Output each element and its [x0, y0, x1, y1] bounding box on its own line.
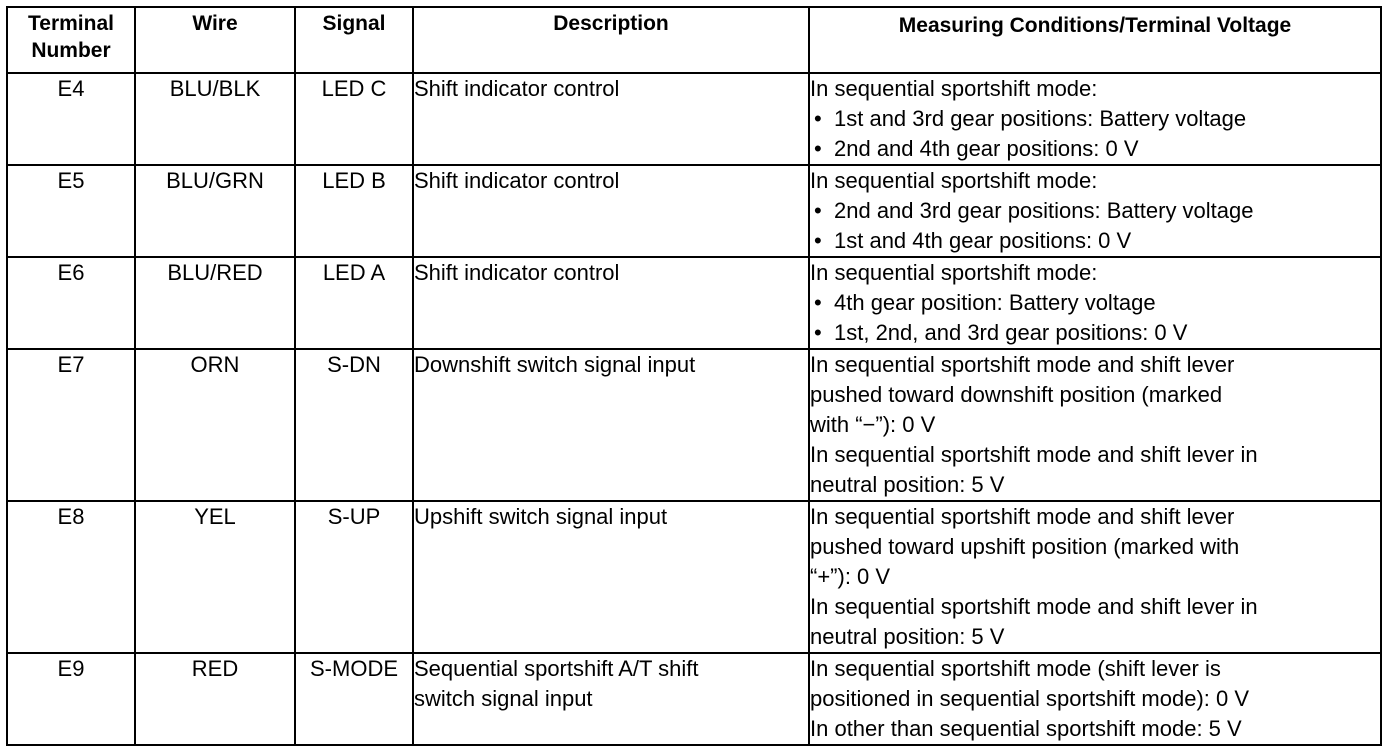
- measuring-bullet-item: [810, 318, 1380, 348]
- description-line: switch signal input: [414, 686, 593, 711]
- measuring-line: In other than sequential sportshift mode: 5 V: [810, 716, 1242, 741]
- description-line: Upshift switch signal input: [414, 504, 668, 529]
- measuring-line: In sequential sportshift mode and shift lever: [810, 504, 1235, 529]
- description-cell: [413, 257, 809, 349]
- terminal-number-cell: E4: [7, 73, 135, 165]
- measuring-conditions-cell: [809, 501, 1381, 653]
- bullet-text: 1st and 3rd gear positions: Battery voltage: [834, 106, 1247, 131]
- description-cell: [413, 653, 809, 745]
- terminal-table-container: [6, 6, 1382, 746]
- header-terminal-number: [7, 7, 135, 73]
- bullet-icon: •: [814, 228, 822, 253]
- measuring-line: positioned in sequential sportshift mode): 0 V: [810, 686, 1250, 711]
- signal-cell: LED C: [295, 73, 413, 165]
- measuring-line: In sequential sportshift mode:: [810, 260, 1098, 285]
- description-cell: [413, 73, 809, 165]
- measuring-conditions-cell: [809, 257, 1381, 349]
- table-row: [7, 653, 1381, 745]
- table-row: [7, 165, 1381, 257]
- terminal-voltage-table: [6, 6, 1382, 746]
- wire-color-cell: BLU/BLK: [135, 73, 295, 165]
- signal-cell: S-UP: [295, 501, 413, 653]
- header-signal: Signal: [295, 7, 413, 73]
- table-body: [7, 73, 1381, 745]
- wire-color-cell: BLU/RED: [135, 257, 295, 349]
- measuring-line: with “−”): 0 V: [810, 412, 936, 437]
- bullet-text: 4th gear position: Battery voltage: [834, 290, 1156, 315]
- wire-color-cell: BLU/GRN: [135, 165, 295, 257]
- table-row: [7, 349, 1381, 501]
- header-measuring-conditions: Measuring Conditions/Terminal Voltage: [809, 7, 1381, 73]
- description-cell: [413, 349, 809, 501]
- measuring-conditions-cell: [809, 653, 1381, 745]
- bullet-text: 2nd and 3rd gear positions: Battery voltage: [834, 198, 1254, 223]
- table-row: [7, 501, 1381, 653]
- header-description: Description: [413, 7, 809, 73]
- signal-cell: LED B: [295, 165, 413, 257]
- wire-color-cell: ORN: [135, 349, 295, 501]
- signal-cell: LED A: [295, 257, 413, 349]
- bullet-icon: •: [814, 320, 822, 345]
- description-cell: [413, 501, 809, 653]
- terminal-number-cell: E6: [7, 257, 135, 349]
- bullet-icon: •: [814, 136, 822, 161]
- bullet-text: 1st, 2nd, and 3rd gear positions: 0 V: [834, 320, 1188, 345]
- wire-color-cell: YEL: [135, 501, 295, 653]
- measuring-bullet-item: [810, 196, 1380, 226]
- table-row: [7, 257, 1381, 349]
- description-line: Shift indicator control: [414, 168, 620, 193]
- measuring-conditions-cell: [809, 73, 1381, 165]
- measuring-line: “+”): 0 V: [810, 564, 891, 589]
- measuring-line: In sequential sportshift mode and shift lever in: [810, 594, 1258, 619]
- signal-cell: S-MODE: [295, 653, 413, 745]
- bullet-icon: •: [814, 290, 822, 315]
- measuring-line: In sequential sportshift mode:: [810, 76, 1098, 101]
- description-line: Downshift switch signal input: [414, 352, 696, 377]
- measuring-line: neutral position: 5 V: [810, 472, 1005, 497]
- measuring-conditions-cell: [809, 165, 1381, 257]
- bullet-icon: •: [814, 198, 822, 223]
- header-terminal-line2: Number: [31, 39, 111, 62]
- header-wire: Wire: [135, 7, 295, 73]
- header-terminal-line1: Terminal: [28, 12, 114, 35]
- table-header-row: [7, 7, 1381, 73]
- measuring-bullet-item: [810, 288, 1380, 318]
- description-line: Sequential sportshift A/T shift: [414, 656, 699, 681]
- measuring-line: pushed toward downshift position (marked: [810, 382, 1223, 407]
- measuring-bullet-item: [810, 134, 1380, 164]
- measuring-line: In sequential sportshift mode (shift lever is: [810, 656, 1221, 681]
- measuring-line: In sequential sportshift mode and shift lever: [810, 352, 1235, 377]
- measuring-line: In sequential sportshift mode:: [810, 168, 1098, 193]
- description-line: Shift indicator control: [414, 76, 620, 101]
- measuring-line: neutral position: 5 V: [810, 624, 1005, 649]
- measuring-bullet-item: [810, 226, 1380, 256]
- measuring-conditions-cell: [809, 349, 1381, 501]
- table-row: [7, 73, 1381, 165]
- bullet-text: 1st and 4th gear positions: 0 V: [834, 228, 1132, 253]
- terminal-number-cell: E7: [7, 349, 135, 501]
- description-line: Shift indicator control: [414, 260, 620, 285]
- terminal-number-cell: E5: [7, 165, 135, 257]
- terminal-number-cell: E8: [7, 501, 135, 653]
- description-cell: [413, 165, 809, 257]
- wire-color-cell: RED: [135, 653, 295, 745]
- bullet-icon: •: [814, 106, 822, 131]
- measuring-line: pushed toward upshift position (marked with: [810, 534, 1240, 559]
- measuring-line: In sequential sportshift mode and shift lever in: [810, 442, 1258, 467]
- bullet-text: 2nd and 4th gear positions: 0 V: [834, 136, 1139, 161]
- measuring-bullet-item: [810, 104, 1380, 134]
- signal-cell: S-DN: [295, 349, 413, 501]
- terminal-number-cell: E9: [7, 653, 135, 745]
